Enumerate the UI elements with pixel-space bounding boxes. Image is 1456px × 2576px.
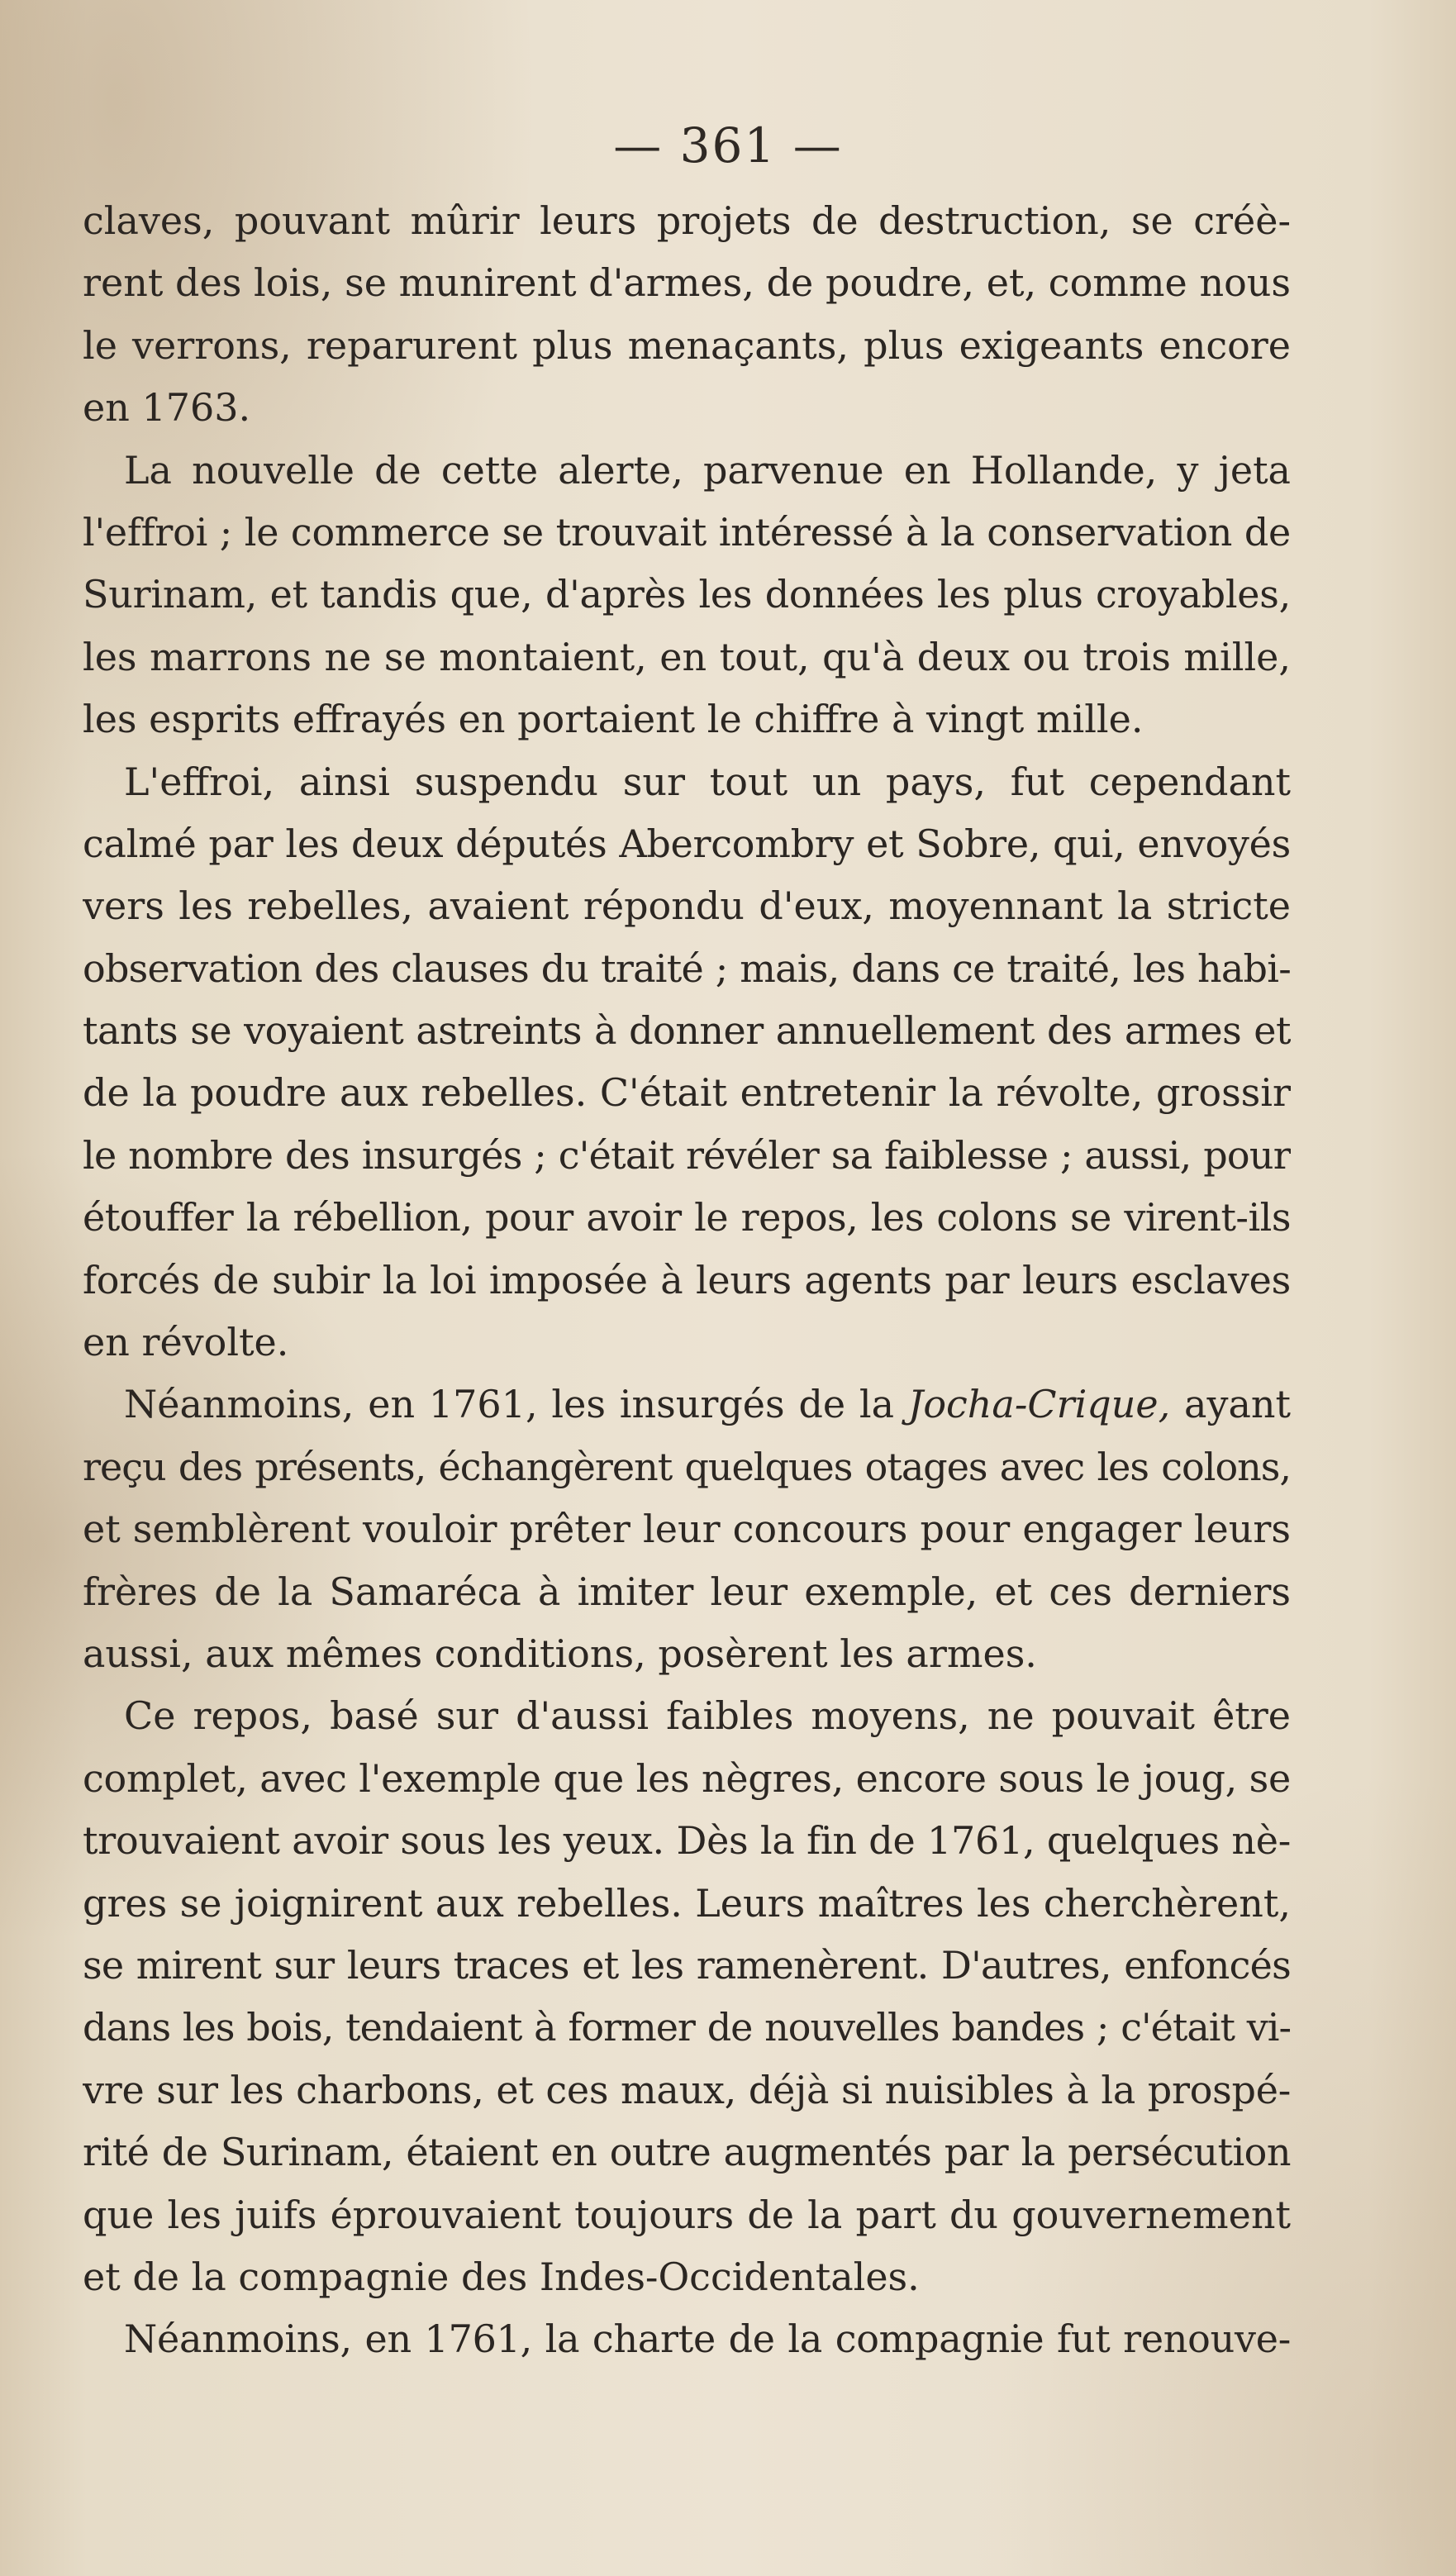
text-line: et de la compagnie des Indes-Occidentales. [83, 2254, 920, 2299]
text-line: Surinam, et tandis que, d'après les données les plus croyables, [83, 572, 1291, 617]
text-line: l'effroi ; le commerce se trouvait intéressé à la conservation de [83, 509, 1291, 555]
page-number: — 361 — [613, 117, 843, 174]
text-line [83, 1374, 1291, 1436]
text-line: les marrons ne se montaient, en tout, qu'à deux ou trois mille, [83, 634, 1291, 679]
text-line: se mirent sur leurs traces et les ramenèrent. D'autres, enfoncés [83, 1942, 1291, 1988]
text-line: en 1763. [83, 385, 251, 431]
text-run: ayant [1170, 1382, 1291, 1427]
text-line: dans les bois, tendaient à former de nouvelles bandes ; c'était vi- [83, 2005, 1291, 2050]
text-line: gres se joignirent aux rebelles. Leurs maîtres les cherchèrent, [83, 1880, 1291, 1926]
text-line: le verrons, reparurent plus menaçants, plus exigeants encore [83, 322, 1291, 368]
text-line: trouvaient avoir sous les yeux. Dès la fin de 1761, quelques nè- [83, 1818, 1291, 1864]
text-line: les esprits effrayés en portaient le chiffre à vingt mille. [83, 697, 1144, 742]
text-line: le nombre des insurgés ; c'était révéler sa faiblesse ; aussi, pour [83, 1132, 1291, 1178]
text-line: Ce repos, basé sur d'aussi faibles moyens, ne pouvait être [124, 1693, 1291, 1739]
text-line: calmé par les deux députés Abercombry et Sobre, qui, envoyés [83, 821, 1291, 866]
text-line: frères de la Samaréca à imiter leur exemple, et ces derniers [83, 1569, 1291, 1614]
text-line: rent des lois, se munirent d'armes, de poudre, et, comme nous [83, 260, 1291, 306]
text-line: vre sur les charbons, et ces maux, déjà si nuisibles à la prospé- [83, 2067, 1291, 2112]
text-line: rité de Surinam, étaient en outre augmentés par la persécution [83, 2130, 1291, 2175]
text-line: reçu des présents, échangèrent quelques otages avec les colons, [83, 1444, 1291, 1489]
text-line: et semblèrent vouloir prêter leur concours pour engager leurs [83, 1507, 1291, 1552]
text-line: aussi, aux mêmes conditions, posèrent les armes. [83, 1631, 1037, 1676]
text-line: que les juifs éprouvaient toujours de la part du gouvernement [83, 2192, 1291, 2237]
text-line: Néanmoins, en 1761, la charte de la compagnie fut renouve- [124, 2316, 1291, 2362]
text-line: observation des clauses du traité ; mais, dans ce traité, les habi- [83, 945, 1291, 991]
text-line: en révolte. [83, 1320, 289, 1365]
italic-place-name: Jocha-Crique, [907, 1382, 1171, 1427]
text-line: vers les rebelles, avaient répondu d'eux, moyennant la stricte [83, 883, 1291, 929]
text-line: L'effroi, ainsi suspendu sur tout un pays, fut cependant [124, 759, 1291, 804]
text-line: forcés de subir la loi imposée à leurs agents par leurs esclaves [83, 1257, 1291, 1302]
text-line: tants se voyaient astreints à donner annuellement des armes et [83, 1008, 1291, 1054]
text-line: La nouvelle de cette alerte, parvenue en Hollande, y jeta [124, 447, 1291, 493]
text-run: Néanmoins, en 1761, les insurgés de la [124, 1382, 908, 1427]
text-line: complet, avec l'exemple que les nègres, encore sous le joug, se [83, 1755, 1291, 1801]
body-text [83, 190, 1291, 2371]
text-line: étouffer la rébellion, pour avoir le repos, les colons se virent-ils [83, 1195, 1291, 1240]
text-line: de la poudre aux rebelles. C'était entretenir la révolte, grossir [83, 1070, 1291, 1116]
text-line: claves, pouvant mûrir leurs projets de destruction, se créè- [83, 198, 1291, 243]
